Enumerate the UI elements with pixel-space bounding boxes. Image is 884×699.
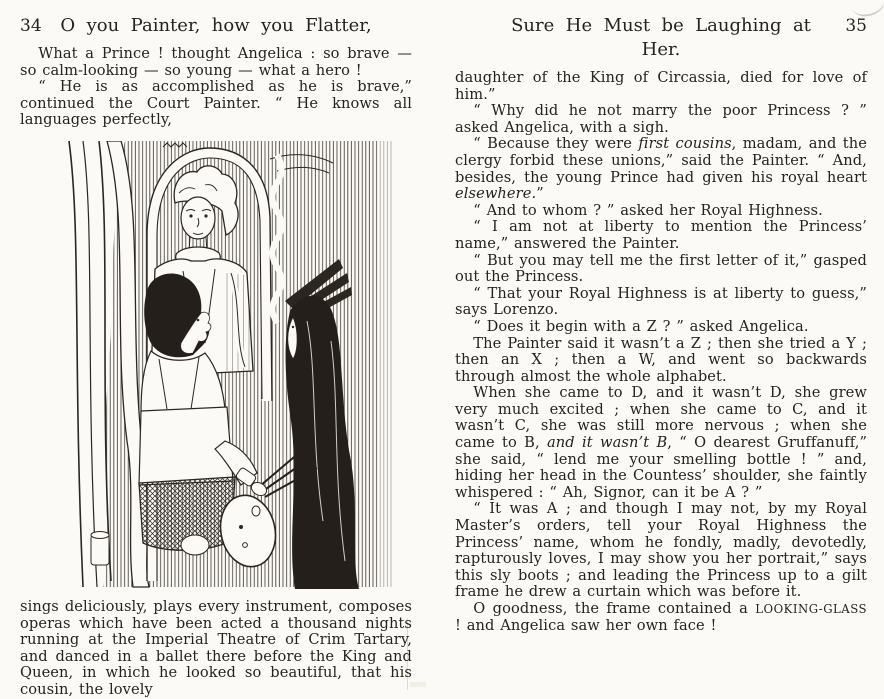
paragraph (20, 46, 412, 79)
text-segment: O goodness, the frame contained a (473, 600, 756, 617)
paragraph (455, 319, 867, 336)
paragraph (20, 599, 412, 699)
left-text-bottom (20, 599, 412, 699)
text-segment: “ But you may tell me the first letter of it,” gasped out the Princess. (455, 251, 867, 286)
text-segment: “ It was A ; and though I may not, by my Royal Master’s orders, tell your Royal Highness the Princess’ name, whom he fondly, madly, devotedly, rapturously loves, I may show you her portrait,” says this sly boots ; and leading the Princess up to a gilt frame he drew a curtain which was before it. (455, 500, 867, 601)
paragraph (455, 203, 867, 220)
text-segment: “ Why did he not marry the poor Princess ? ” asked Angelica, with a sigh. (455, 102, 867, 136)
right-text (455, 70, 867, 634)
left-text-top (20, 46, 412, 129)
page-number-left: 34 (20, 16, 42, 36)
page-number-right: 35 (845, 16, 867, 36)
book-illustration (55, 141, 400, 591)
running-title-left: O you Painter, how you Flatter, (60, 15, 372, 36)
paragraph (455, 501, 867, 601)
text-segment: sings deliciously, plays every instrument, composes operas which have been acted a thousand nights running at the Imperial Theatre of Crim Tartary, and danced in a ballet there before the King and Queen, in which he looked so beautiful, that his cousin, the lovely (20, 597, 412, 698)
text-segment: When she came to D, and it wasn’t D, she grew very much excited ; when she came to C, and it wasn’t C, she was still more nervous ; when she came to B, (455, 384, 867, 452)
text-segment: “ Does it begin with a Z ? ” asked Angelica. (473, 317, 809, 335)
text-segment: ! and Angelica saw her own face ! (455, 616, 717, 634)
paragraph (455, 136, 867, 202)
page-right (455, 14, 867, 634)
text-segment: “ That your Royal Highness is at liberty to guess,” says Lorenzo. (455, 284, 867, 319)
paragraph (455, 70, 867, 103)
paragraph (455, 253, 867, 286)
text-segment: “ And to whom ? ” asked her Royal Highness. (473, 201, 823, 219)
text-segment: The Painter said it wasn’t a Z ; then she tried a Y ; then an X ; then a W, and went so backwards through almost the whole alphabet. (455, 334, 867, 385)
paragraph (455, 219, 867, 252)
page-header-right (455, 14, 867, 62)
text-segment: “ He is as accomplished as he is brave,” continued the Court Painter. “ He knows all languages perfectly, (20, 78, 412, 129)
text-segment: first cousins (638, 135, 732, 153)
text-segment: , madam, and the clergy forbid these unions,” said the Painter. “ And, besides, the young Prince had given his royal heart (455, 135, 868, 186)
paragraph (455, 385, 867, 501)
paragraph (455, 601, 867, 634)
paragraph (20, 79, 412, 129)
text-segment: What a Prince ! thought Angelica : so brave — so calm-looking — so young — what a hero ! (20, 45, 412, 79)
text-segment: daughter of the King of Circassia, died for love of him.” (455, 69, 867, 103)
paragraph (455, 336, 867, 386)
text-segment: LOOKING-GLASS (755, 602, 867, 616)
text-segment: elsewhere. (455, 185, 537, 203)
scan-smudge (410, 682, 426, 687)
page-header-left (20, 14, 412, 38)
paragraph (455, 103, 867, 136)
paragraph (455, 286, 867, 319)
page-left (20, 14, 412, 699)
text-segment: ” (536, 185, 544, 203)
text-segment: “ Because they were (473, 135, 639, 153)
running-title-right: Sure He Must be Laughing at Her. (511, 15, 811, 60)
illustration-svg (55, 141, 400, 591)
text-segment: , “ O dearest Gruffanuff,” she said, “ lend me your smelling bottle ! ” and, hiding her head in the Countess’ shoulder, she faintly whispered : “ Ah, Signor, can it be A ? ” (455, 434, 868, 501)
text-segment: “ I am not at liberty to mention the Princess’ name,” answered the Painter. (455, 218, 867, 252)
text-segment: and it wasn’t B (546, 434, 668, 452)
